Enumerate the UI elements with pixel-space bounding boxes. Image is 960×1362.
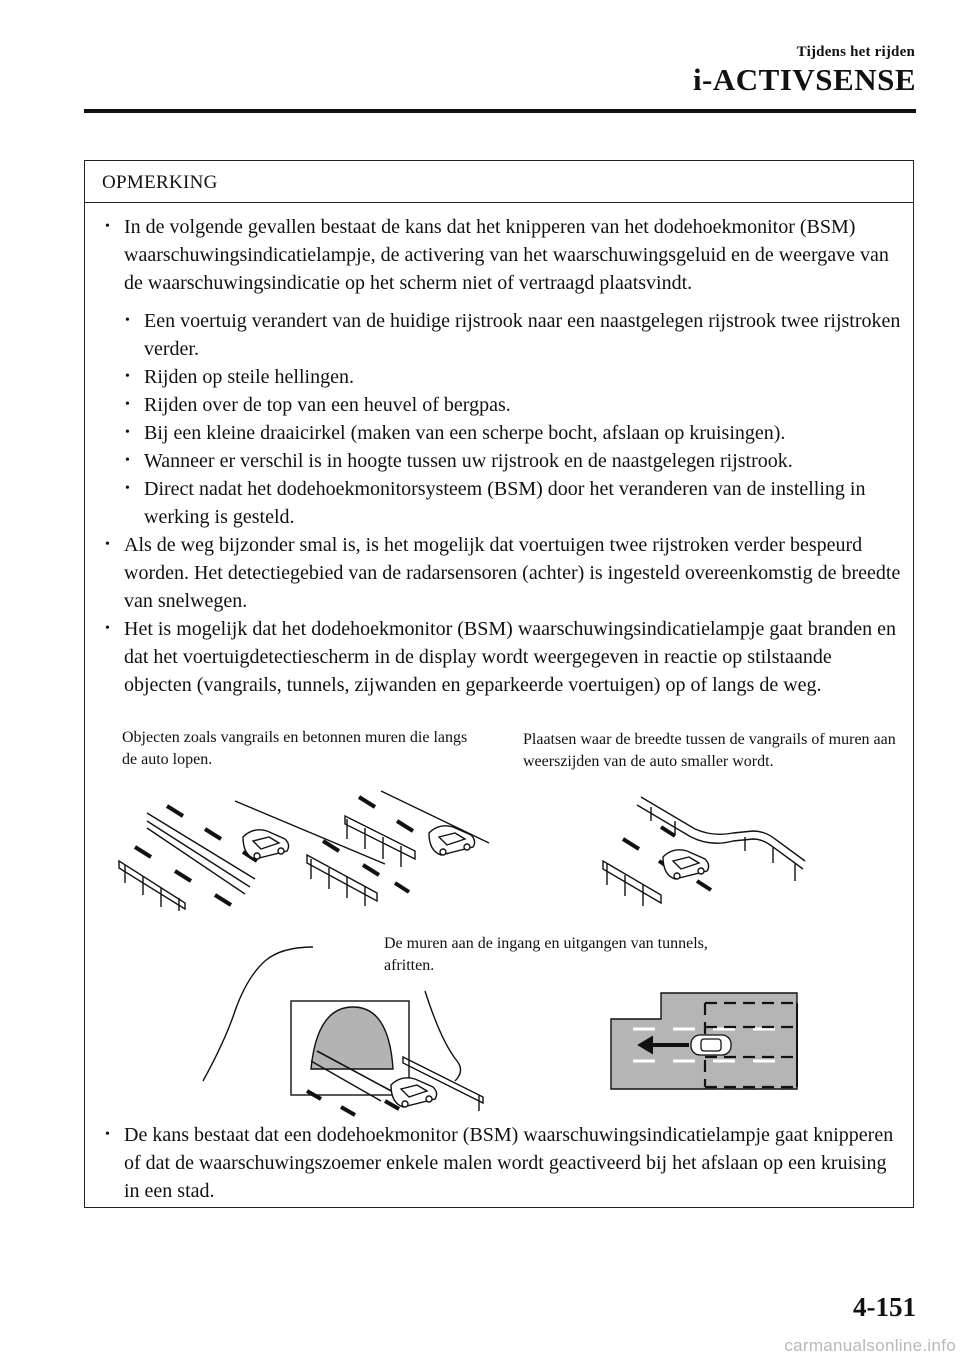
car-icon (391, 1078, 437, 1107)
chapter-title: i-ACTIVSENSE (692, 62, 916, 97)
note-box (84, 160, 914, 1208)
scene-narrowing-guardrails (603, 797, 805, 906)
watermark-text: carmanualsonline.info (784, 1336, 956, 1355)
bullet-item: • De kans bestaat dat een dodehoekmonitor (BSM) waarschuwingsindicatielampje gaat knipperen of dat de waarschuwingszoemer enkele malen wordt geactiveerd bij het afslaan op een kruising in een stad. (85, 1121, 911, 1205)
figure-caption: Objecten zoals vangrails en betonnen muren die langs de auto lopen. (122, 729, 468, 768)
scene-overhead-diagram (611, 993, 799, 1089)
bullet-item: • Het is mogelijk dat het dodehoekmonitor (BSM) waarschuwingsindicatielampje gaat branden en dat het voertuigdetectiescherm in de display wordt weergegeven in reactie op stilstaande objecten (vangrails, tunnels, zijwanden en geparkeerde voertuigen) op of langs de weg. (85, 615, 911, 699)
figure-caption: Plaatsen waar de breedte tussen de vangrails of muren aan weerszijden van de auto smaller wordt. (523, 731, 896, 770)
car-icon (691, 1035, 731, 1055)
car-icon (429, 826, 475, 855)
note-bullets-last (85, 1121, 911, 1205)
sub-bullet-item: • Wanneer er verschil is in hoogte tussen uw rijstrook en de naastgelegen rijstrook. (85, 447, 911, 475)
page-number: 4-151 (853, 1292, 916, 1322)
sub-bullet-item: • Een voertuig verandert van de huidige rijstrook naar een naastgelegen rijstrook twee rijstroken verder. (85, 307, 911, 363)
illustration-figure (85, 161, 911, 1121)
figure-caption: De muren aan de ingang en uitgangen van tunnels, afritten. (384, 935, 708, 974)
header-divider (84, 109, 916, 113)
sub-bullet-item: • Direct nadat het dodehoekmonitorsysteem (BSM) door het veranderen van de instelling in werking is gesteld. (85, 475, 911, 531)
sub-bullet-item: • Rijden over de top van een heuvel of bergpas. (85, 391, 911, 419)
car-icon (243, 830, 289, 859)
car-icon (663, 850, 709, 879)
sub-bullet-item: • Rijden op steile hellingen. (85, 363, 911, 391)
bullet-item: • Als de weg bijzonder smal is, is het mogelijk dat voertuigen twee rijstroken verder bespeurd worden. Het detectiegebied van de radarsensoren (achter) is ingesteld overeenkomstig de breedte van snelwegen. (85, 531, 911, 615)
scene-guardrails-barrier (307, 791, 489, 906)
sub-bullet-item: • Bij een kleine draaicirkel (maken van een scherpe bocht, afslaan op kruisingen). (85, 419, 911, 447)
note-heading: OPMERKING (85, 161, 913, 203)
section-title: Tijdens het rijden (796, 44, 915, 60)
bullet-item: • In de volgende gevallen bestaat de kans dat het knipperen van het dodehoekmonitor (BSM) waarschuwingsindicatielampje, de activering van het waarschuwingsgeluid en de weergave van de waarschuwingsindicatie op het scherm niet of vertraagd plaatsvindt. (85, 213, 911, 297)
